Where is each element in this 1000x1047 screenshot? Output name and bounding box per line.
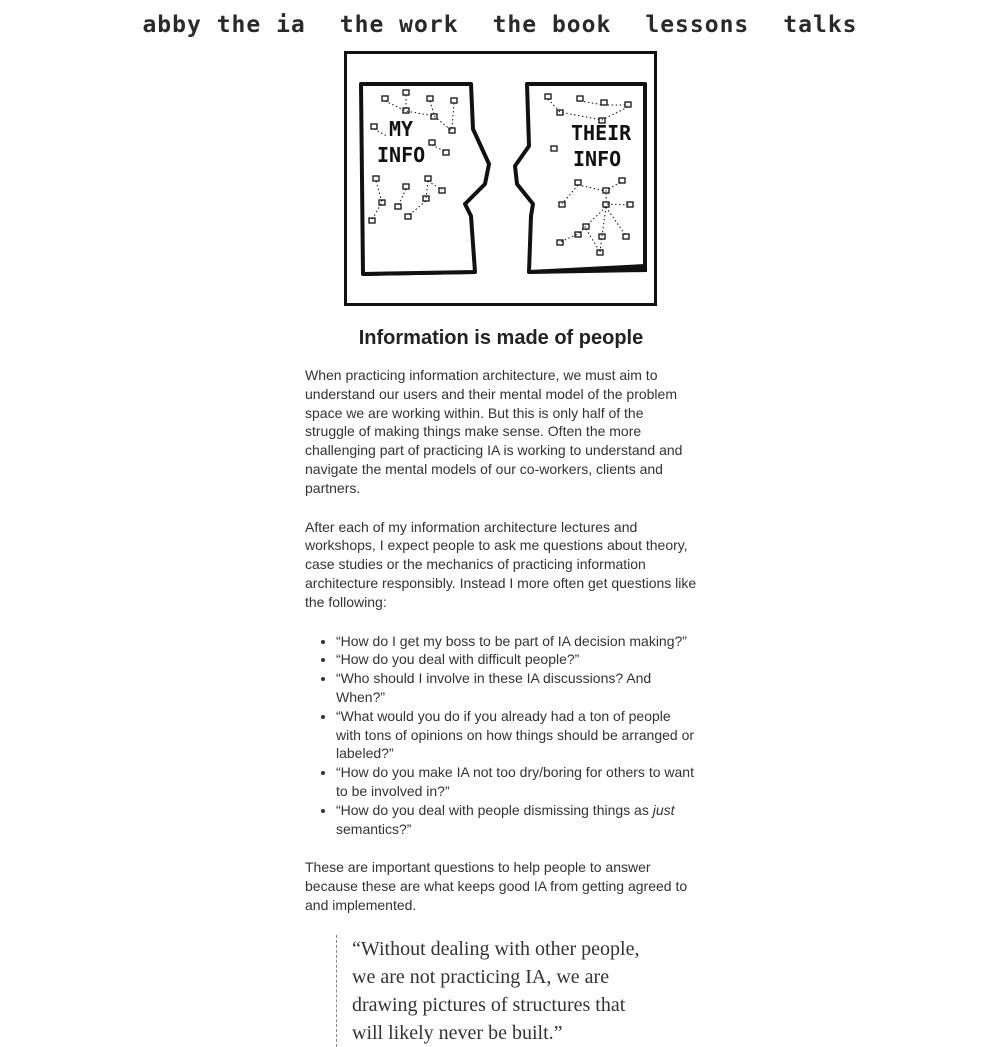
nav-the-work-link[interactable]: the work xyxy=(339,12,459,38)
pull-quote: “Without dealing with other people, we are not practicing IA, we are drawing pictures of structures that will likely never be built.” xyxy=(336,935,652,1047)
list-item: • “How do I get my boss to be part of IA decision making?” xyxy=(336,632,697,651)
question-text-end: semantics?” xyxy=(336,820,412,837)
article xyxy=(305,322,697,1047)
hero-illustration xyxy=(344,51,657,306)
left-head-label-2: INFO xyxy=(377,143,426,167)
questions-list xyxy=(305,632,697,839)
article-title: Information is made of people xyxy=(358,327,644,349)
question-emphasis: just xyxy=(652,801,675,818)
list-item: • “Who should I involve in these IA discussions? And When?” xyxy=(336,669,697,707)
intro-paragraph: When practicing information architecture, we must aim to understand our users and their mental model of the problem space we are working within. But this is only half of the struggle of making things make sense. Often the more challenging part of practicing IA is working to understand and navigate the mental models of our co-workers, clients and partners. xyxy=(305,367,683,496)
questions-intro-paragraph: After each of my information architecture lectures and workshops, I expect people to ask me questions about theory, case studies or the mechanics of practicing information architecture responsibly. Instead I more often get questions like the following: xyxy=(305,518,697,610)
left-head-label-1: MY xyxy=(389,117,414,141)
list-item xyxy=(336,801,697,839)
main-nav xyxy=(0,12,1000,38)
nav-lessons-link[interactable]: lessons xyxy=(645,12,750,38)
nav-talks-link[interactable]: talks xyxy=(783,12,858,38)
list-item: • “How do you deal with difficult people?” xyxy=(336,650,697,669)
right-head-label-2: INFO xyxy=(573,147,622,171)
nav-the-book-link[interactable]: the book xyxy=(492,12,612,38)
conclusion-paragraph: These are important questions to help people to answer because these are what keeps good IA from getting agreed to and implemented. xyxy=(305,859,688,913)
list-item: • “What would you do if you already had a ton of people with tons of opinions on how things should be arranged or labeled?” xyxy=(336,707,697,763)
right-head-label-1: THEIR xyxy=(571,121,632,145)
question-text: “How do you deal with people dismissing things as xyxy=(336,801,653,818)
list-item: • “How do you make IA not too dry/boring for others to want to be involved in?” xyxy=(336,763,697,801)
nav-home-link[interactable]: abby the ia xyxy=(142,12,306,38)
heads-illustration xyxy=(347,54,654,303)
